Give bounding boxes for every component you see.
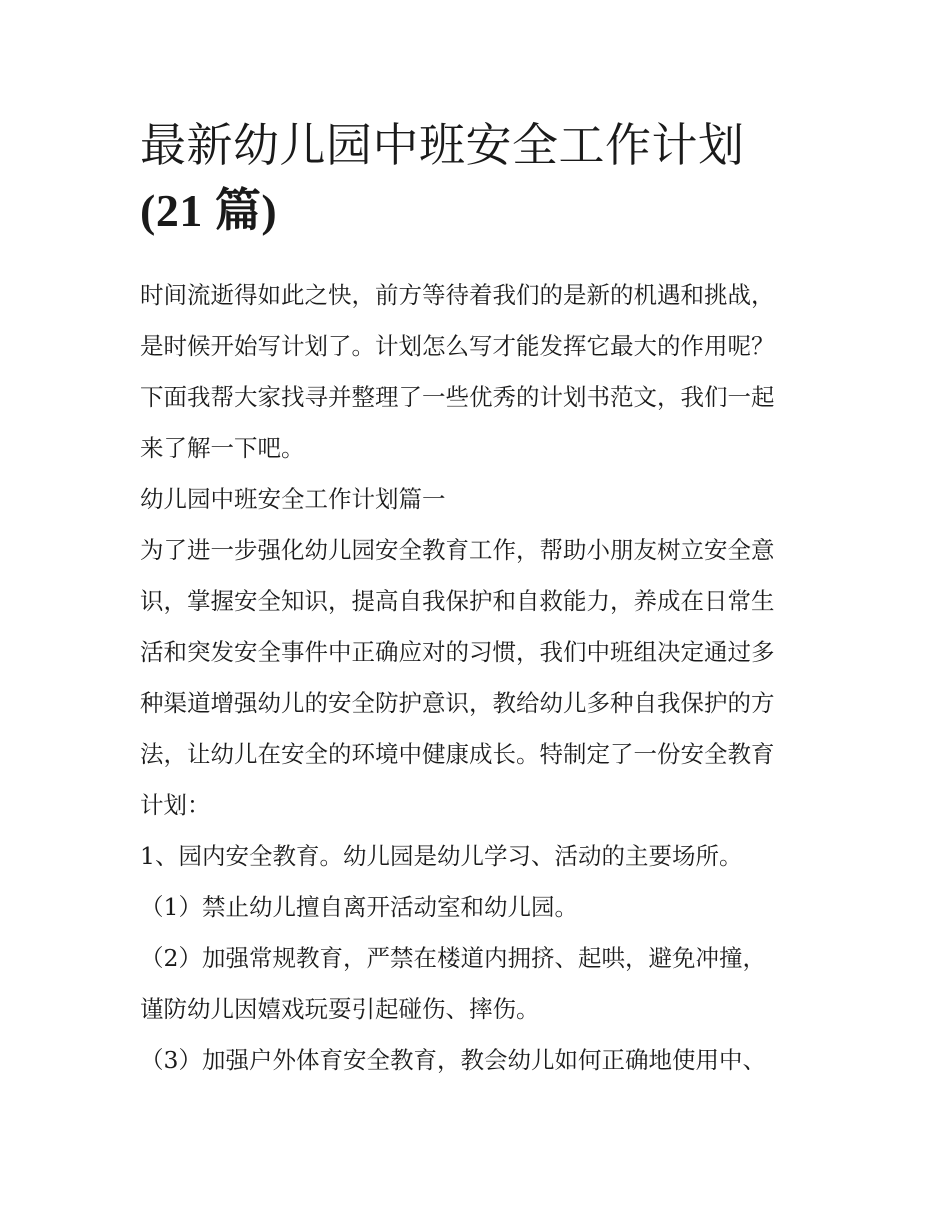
sub-item-2: （2）加强常规教育，严禁在楼道内拥挤、起哄，避免冲撞， (140, 944, 766, 972)
sub-item-1: （1）禁止幼儿擅自离开活动室和幼儿园。 (140, 893, 578, 921)
document-title-line-2: (21 篇) (140, 185, 278, 236)
intro-line-2: 是时候开始写计划了。计划怎么写才能发挥它最大的作用呢？ (140, 332, 775, 360)
paragraph-line-6: 计划： (140, 791, 211, 819)
intro-line-1: 时间流逝得如此之快，前方等待着我们的是新的机遇和挑战， (140, 281, 775, 309)
paragraph-line-2: 识，掌握安全知识，提高自我保护和自救能力，养成在日常生 (140, 587, 775, 615)
section-heading: 幼儿园中班安全工作计划篇一 (140, 485, 446, 513)
list-item-1: 1、园内安全教育。幼儿园是幼儿学习、活动的主要场所。 (140, 842, 743, 870)
paragraph-line-4: 种渠道增强幼儿的安全防护意识，教给幼儿多种自我保护的方 (140, 689, 775, 717)
document-page (140, 112, 815, 1086)
intro-line-4: 来了解一下吧。 (140, 434, 305, 462)
sub-item-2-continued: 谨防幼儿因嬉戏玩耍引起碰伤、摔伤。 (140, 995, 540, 1023)
sub-item-3: （3）加强户外体育安全教育，教会幼儿如何正确地使用中、 (140, 1046, 766, 1074)
paragraph-line-5: 法，让幼儿在安全的环境中健康成长。特制定了一份安全教育 (140, 740, 775, 768)
intro-line-3: 下面我帮大家找寻并整理了一些优秀的计划书范文，我们一起 (140, 383, 775, 411)
paragraph-line-3: 活和突发安全事件中正确应对的习惯，我们中班组决定通过多 (140, 638, 775, 666)
document-body (140, 270, 815, 1086)
paragraph-line-1: 为了进一步强化幼儿园安全教育工作，帮助小朋友树立安全意 (140, 536, 775, 564)
document-title-line-1: 最新幼儿园中班安全工作计划 (140, 118, 745, 172)
